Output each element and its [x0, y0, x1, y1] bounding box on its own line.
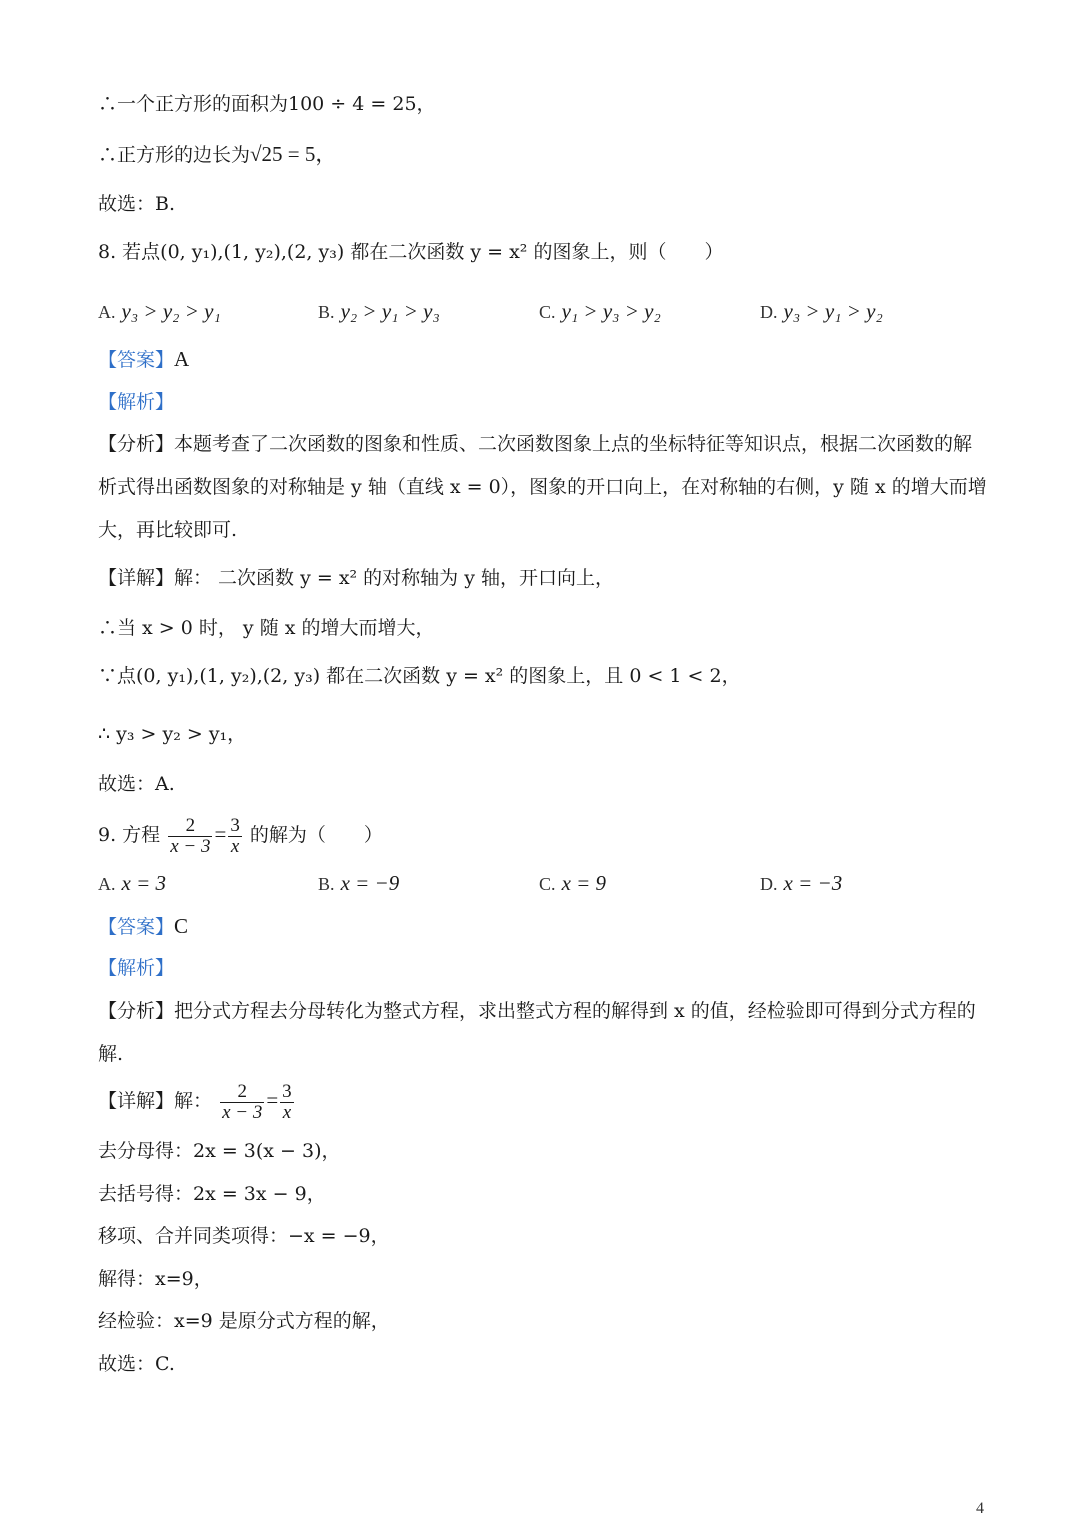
q8-step: ∴ y₃ > y₂ > y₁，	[98, 723, 247, 745]
q8-detail: 【详解】解： 二次函数 y = x² 的对称轴为 y 轴，开口向上，	[98, 567, 614, 589]
denominator: x − 3	[222, 1101, 263, 1123]
denominator: x	[280, 1102, 294, 1123]
q9-step: 解得：x=9，	[98, 1268, 213, 1290]
numerator: 3	[282, 1080, 292, 1102]
option-label: D.	[760, 874, 778, 894]
answer-value: A	[174, 347, 190, 371]
q8-step: 故选：A.	[98, 773, 175, 795]
denominator: x − 3	[170, 835, 211, 857]
q8-option-d	[760, 296, 883, 327]
option-text: y₃ > y₂ > y₁	[121, 299, 221, 323]
text-line: ∴一个正方形的面积为100 ÷ 4 = 25，	[98, 93, 436, 115]
fraction	[220, 1082, 264, 1123]
text-fragment: 的解为（ ）	[249, 824, 383, 846]
q8-option-b	[318, 296, 440, 327]
q9-step: 移项、合并同类项得：−x = −9，	[98, 1225, 390, 1247]
option-text: y₂ > y₁ > y₃	[340, 299, 440, 323]
q9-fenxi-paragraph: 【分析】把分式方程去分母转化为整式方程，求出整式方程的解得到 x 的值，经检验即可得到分式方程的解.	[98, 1000, 976, 1065]
text-line: 故选：B.	[98, 193, 176, 215]
option-text: x = −3	[783, 871, 843, 895]
q8-step: ∴当 x > 0 时， y 随 x 的增大而增大，	[98, 617, 435, 639]
q8-step: ∵点(0, y₁),(1, y₂),(2, y₃) 都在二次函数 y = x² 的图象上，且 0 < 1 < 2，	[98, 665, 741, 687]
option-label: C.	[539, 302, 556, 322]
q8-option-c	[539, 296, 661, 327]
option-label: C.	[539, 874, 556, 894]
denominator: x	[228, 836, 242, 857]
option-label: B.	[318, 302, 335, 322]
equals-sign: =	[214, 822, 227, 846]
option-text: x = 9	[561, 871, 607, 895]
numerator: 3	[230, 814, 240, 836]
option-label: B.	[318, 874, 335, 894]
text-fragment: 9. 方程	[98, 824, 161, 846]
option-text: x = 3	[121, 871, 167, 895]
q9-analysis-tag	[98, 954, 174, 982]
q8-option-a	[98, 296, 221, 327]
q9-step: 经检验：x=9 是原分式方程的解，	[98, 1310, 390, 1332]
q9-step: 去括号得：2x = 3x − 9，	[98, 1183, 326, 1205]
question-9-stem	[98, 812, 383, 857]
option-text: y₃ > y₁ > y₂	[783, 299, 883, 323]
answer-tag: 【答案】	[98, 349, 175, 371]
q9-option-b	[318, 868, 399, 899]
q9-step: 故选：C.	[98, 1353, 175, 1375]
answer-value: C	[174, 914, 189, 938]
numerator: 2	[237, 1080, 247, 1102]
analysis-tag: 【解析】	[98, 957, 175, 979]
q9-option-a	[98, 868, 166, 899]
q8-fenxi-paragraph: 【分析】本题考查了二次函数的图象和性质、二次函数图象上点的坐标特征等知识点，根据二次函数的解析式得出函数图象的对称轴是 y 轴（直线 x = 0），图象的开口向上，在对称轴的右侧，y 随 x 的增大而增大，再比较即可.	[98, 433, 987, 541]
analysis-tag: 【解析】	[98, 391, 175, 413]
text-fragment: 【详解】解：	[98, 1090, 213, 1112]
option-text: x = −9	[340, 871, 400, 895]
fraction	[168, 816, 212, 857]
answer-tag: 【答案】	[98, 916, 175, 938]
fraction	[228, 816, 242, 857]
fraction	[280, 1082, 294, 1123]
text-fragment: ∴正方形的边长为	[98, 144, 251, 166]
question-8-stem: 8. 若点(0, y₁),(1, y₂),(2, y₃) 都在二次函数 y = x² 的图象上，则（ ）	[98, 241, 724, 263]
option-label: A.	[98, 874, 116, 894]
option-text: y₁ > y₃ > y₂	[561, 299, 661, 323]
q9-option-d	[760, 868, 842, 899]
q9-option-c	[539, 868, 606, 899]
numerator: 2	[185, 814, 196, 836]
option-label: A.	[98, 302, 116, 322]
text-line	[98, 140, 336, 169]
equals-sign: =	[266, 1088, 279, 1112]
q8-analysis-tag	[98, 388, 174, 416]
page-number: 4	[976, 1500, 984, 1517]
q9-step: 去分母得：2x = 3(x − 3)，	[98, 1140, 341, 1162]
q9-detail	[98, 1078, 296, 1123]
option-label: D.	[760, 302, 778, 322]
math-expression: √25 = 5，	[250, 142, 337, 166]
q8-answer	[98, 345, 189, 374]
q9-answer	[98, 912, 188, 941]
